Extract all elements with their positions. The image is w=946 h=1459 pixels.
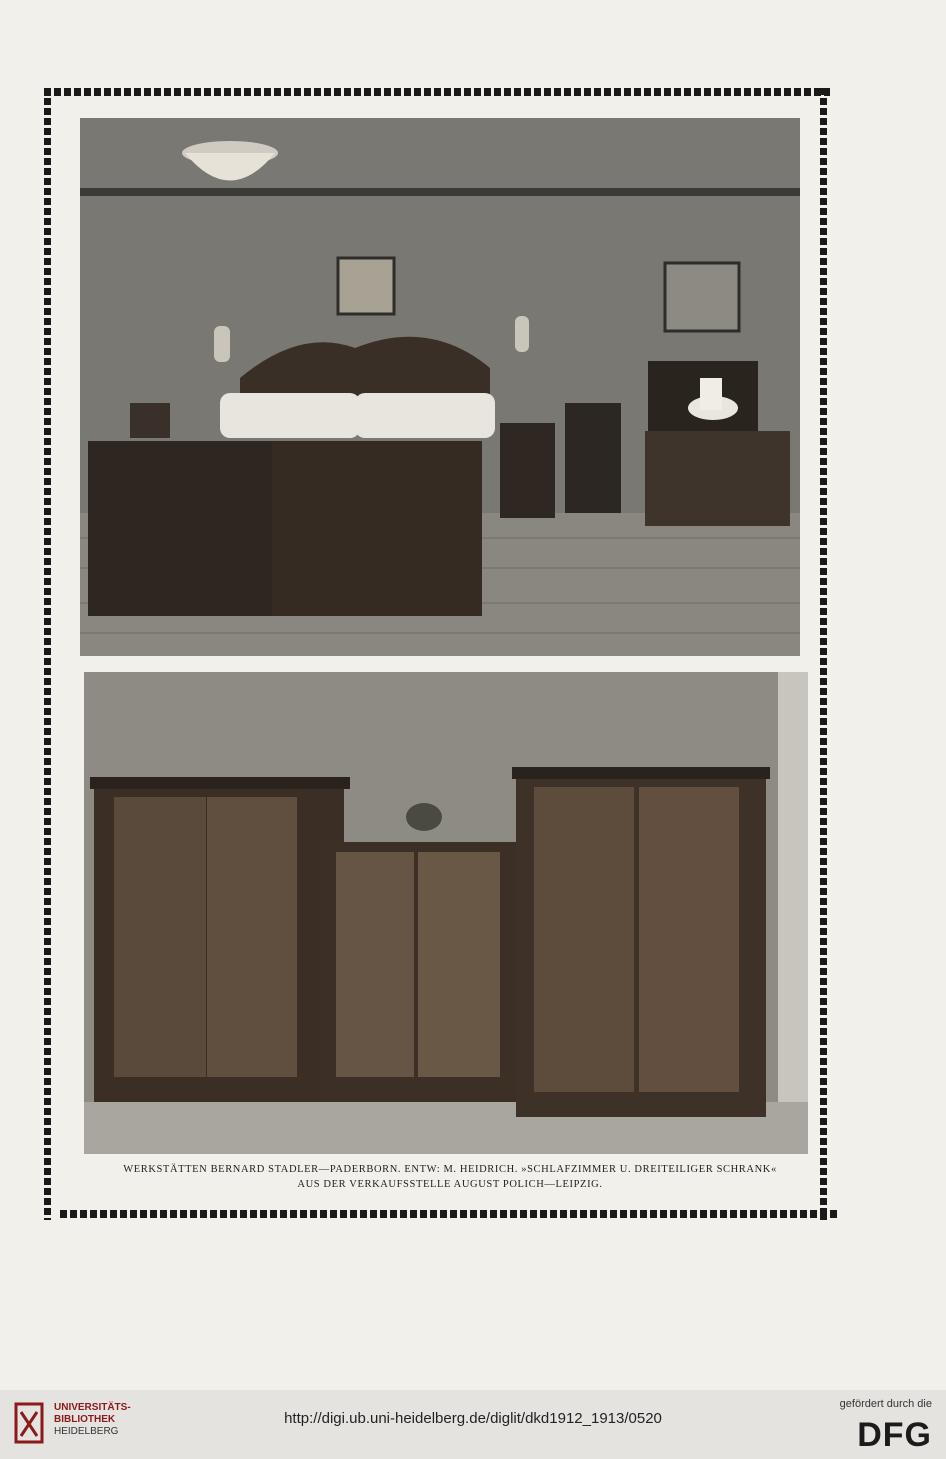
border-top (44, 88, 830, 96)
border-bottom (60, 1210, 840, 1218)
permalink-url[interactable]: http://digi.ub.uni-heidelberg.de/diglit/dkd1912_1913/0520 (284, 1410, 662, 1427)
caption-line-2: AUS DER VERKAUFSSTELLE AUGUST POLICH—LEIPZIG. (297, 1179, 603, 1190)
photo-caption (60, 1162, 840, 1192)
library-line-3: HEIDELBERG (54, 1426, 119, 1437)
funding-note: gefördert durch die (839, 1398, 932, 1410)
wardrobe-photo (84, 672, 808, 1154)
border-right (820, 88, 827, 1220)
border-left (44, 88, 51, 1220)
viewer-footer (0, 1390, 946, 1459)
bedroom-photo (80, 118, 800, 656)
dfg-logo: DFG (857, 1416, 932, 1454)
caption-line-1: WERKSTÄTTEN BERNARD STADLER—PADERBORN. ENTW: M. HEIDRICH. »SCHLAFZIMMER U. DREITEILIGER SCHRANK« (123, 1164, 777, 1175)
library-line-1: UNIVERSITÄTS- (54, 1402, 131, 1413)
library-line-2: BIBLIOTHEK (54, 1414, 116, 1425)
